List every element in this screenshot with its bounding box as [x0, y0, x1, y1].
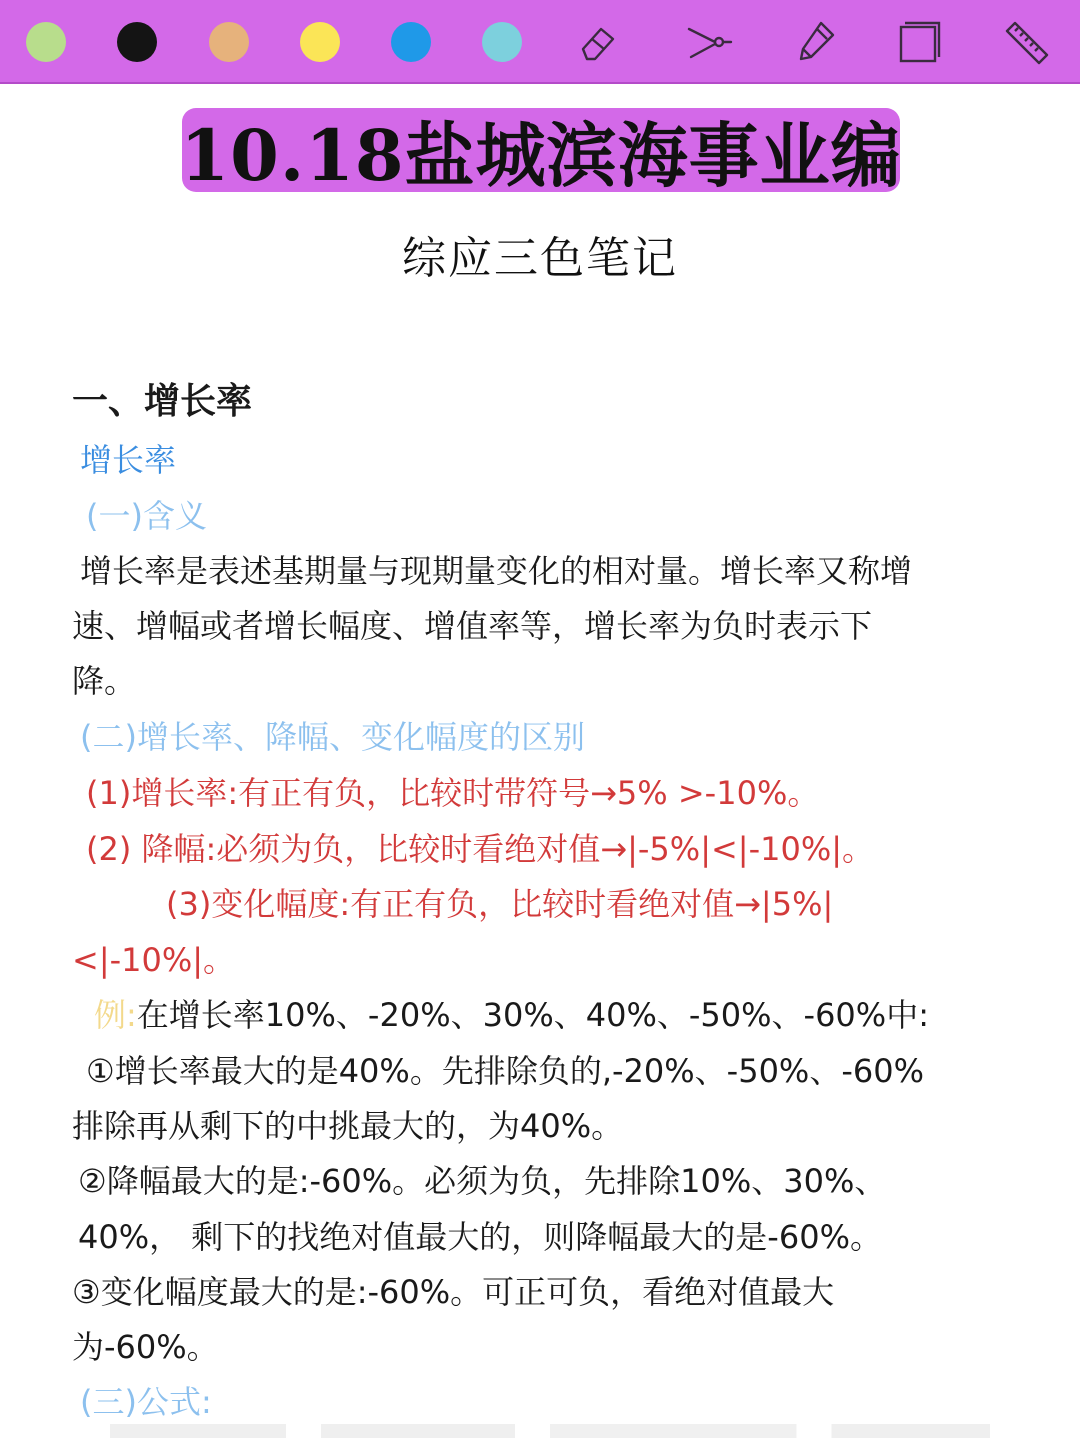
definition-line-2: 速、增幅或者增长幅度、增值率等，增长率为负时表示下 — [72, 607, 873, 645]
definition-line-1: 增长率是表述基期量与现期量变化的相对量。增长率又称增 — [80, 552, 913, 590]
rule-change-range-1: (3)变化幅度:有正有负，比较时看绝对值→|5%| — [166, 885, 834, 923]
subheading-difference: (二)增长率、降幅、变化幅度的区别 — [80, 718, 585, 756]
section-heading: 一、增长率 — [72, 381, 253, 422]
layers-tool[interactable] — [892, 14, 948, 70]
answer-2-line-2: 40%， 剩下的找绝对值最大的，则降幅最大的是-60%。 — [78, 1218, 882, 1256]
answer-3-line-1: ③变化幅度最大的是:-60%。可正可负，看绝对值最大 — [72, 1273, 835, 1311]
answer-2-line-1: ②降幅最大的是:-60%。必须为负，先排除10%、30%、 — [78, 1162, 887, 1200]
eraser-icon — [573, 17, 623, 67]
page-title: 10.18盐城滨海事业编 — [180, 113, 902, 197]
title-banner — [180, 108, 902, 197]
color-swatch-green[interactable] — [26, 22, 66, 62]
color-swatch-black[interactable] — [117, 22, 157, 62]
answer-3-line-2: 为-60%。 — [72, 1328, 219, 1366]
rule-growth-rate: (1)增长率:有正有负，比较时带符号→5% >-10%。 — [86, 774, 820, 812]
drawing-toolbar — [0, 0, 1080, 84]
highlighter-tool[interactable] — [788, 14, 844, 70]
subheading-formula: (三)公式: — [80, 1383, 212, 1421]
compass-icon — [683, 17, 733, 67]
eraser-tool[interactable] — [570, 14, 626, 70]
answer-1-line-1: ①增长率最大的是40%。先排除负的,-20%、-50%、-60% — [86, 1052, 925, 1090]
highlighter-icon — [791, 17, 841, 67]
color-swatch-yellow[interactable] — [300, 22, 340, 62]
subheading-meaning: (一)含义 — [86, 497, 207, 535]
example-label: 例: — [94, 996, 137, 1034]
page-subtitle: 综应三色笔记 — [402, 233, 678, 284]
ruler-icon — [1001, 17, 1051, 67]
rule-decline: (2) 降幅:必须为负，比较时看绝对值→|-5%|<|-10%|。 — [86, 830, 875, 868]
example-line — [94, 995, 929, 1035]
answer-1-line-2: 排除再从剩下的中挑最大的，为40%。 — [72, 1107, 624, 1145]
color-swatch-blue[interactable] — [391, 22, 431, 62]
ruler-tool[interactable] — [998, 14, 1054, 70]
rule-change-range-2: <|-10%|。 — [72, 941, 236, 979]
compass-tool[interactable] — [680, 14, 736, 70]
layers-icon — [895, 17, 945, 67]
topic-label: 增长率 — [80, 441, 177, 479]
color-swatch-cyan[interactable] — [482, 22, 522, 62]
cut-off-text-line — [110, 1424, 990, 1438]
example-text: 在增长率10%、-20%、30%、40%、-50%、-60%中: — [136, 996, 929, 1034]
color-swatch-orange[interactable] — [209, 22, 249, 62]
definition-line-3: 降。 — [72, 662, 137, 700]
